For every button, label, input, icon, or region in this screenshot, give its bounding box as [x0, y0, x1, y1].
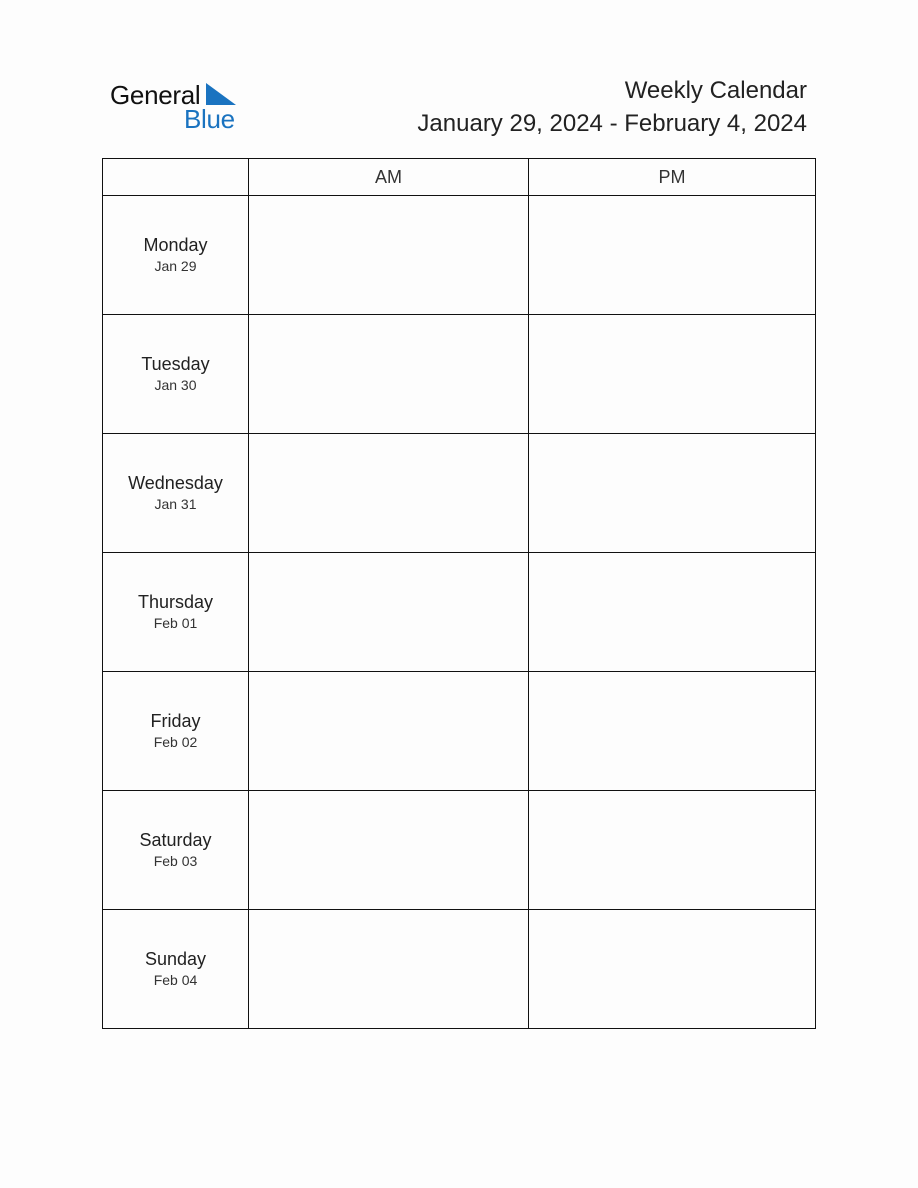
day-name: Tuesday — [141, 354, 210, 374]
pm-cell[interactable] — [529, 910, 816, 1029]
day-name: Thursday — [137, 592, 214, 612]
page-title: Weekly Calendar — [624, 77, 807, 104]
day-date: Feb 02 — [153, 734, 198, 750]
header-row — [103, 159, 816, 196]
am-cell[interactable] — [249, 672, 529, 791]
table-row — [103, 196, 816, 315]
day-cell — [103, 672, 249, 791]
table-row — [103, 791, 816, 910]
table-row — [103, 553, 816, 672]
am-cell[interactable] — [249, 910, 529, 1029]
table-row — [103, 910, 816, 1029]
day-cell — [103, 910, 249, 1029]
am-cell[interactable] — [249, 553, 529, 672]
pm-cell[interactable] — [529, 553, 816, 672]
column-header-am: AM — [249, 159, 529, 196]
table-row — [103, 434, 816, 553]
table-row — [103, 672, 816, 791]
day-date: Feb 01 — [153, 615, 198, 631]
day-name: Wednesday — [128, 473, 223, 493]
logo-word-general: General — [110, 80, 201, 110]
pm-cell[interactable] — [529, 791, 816, 910]
day-date: Jan 30 — [154, 377, 197, 393]
am-cell[interactable] — [249, 434, 529, 553]
logo — [110, 80, 250, 135]
pm-cell[interactable] — [529, 434, 816, 553]
am-cell[interactable] — [249, 196, 529, 315]
day-cell — [103, 434, 249, 553]
pm-cell[interactable] — [529, 315, 816, 434]
day-date: Feb 04 — [153, 972, 198, 988]
day-cell — [103, 196, 249, 315]
day-cell — [103, 791, 249, 910]
day-name: Sunday — [144, 949, 207, 969]
corner-header — [103, 159, 249, 196]
pm-cell[interactable] — [529, 196, 816, 315]
day-cell — [103, 315, 249, 434]
column-header-pm: PM — [529, 159, 816, 196]
pm-cell[interactable] — [529, 672, 816, 791]
day-name: Saturday — [139, 830, 212, 850]
day-cell — [103, 553, 249, 672]
am-cell[interactable] — [249, 791, 529, 910]
table-row — [103, 315, 816, 434]
day-date: Jan 31 — [154, 496, 197, 512]
logo-word-blue: Blue — [184, 104, 235, 134]
day-date: Jan 29 — [154, 258, 197, 274]
date-range: January 29, 2024 - February 4, 2024 — [417, 110, 807, 137]
day-date: Feb 03 — [153, 853, 198, 869]
weekly-calendar-table — [102, 158, 816, 1029]
day-name: Monday — [143, 235, 208, 255]
am-cell[interactable] — [249, 315, 529, 434]
logo-triangle-icon — [206, 83, 236, 105]
day-name: Friday — [150, 711, 201, 731]
